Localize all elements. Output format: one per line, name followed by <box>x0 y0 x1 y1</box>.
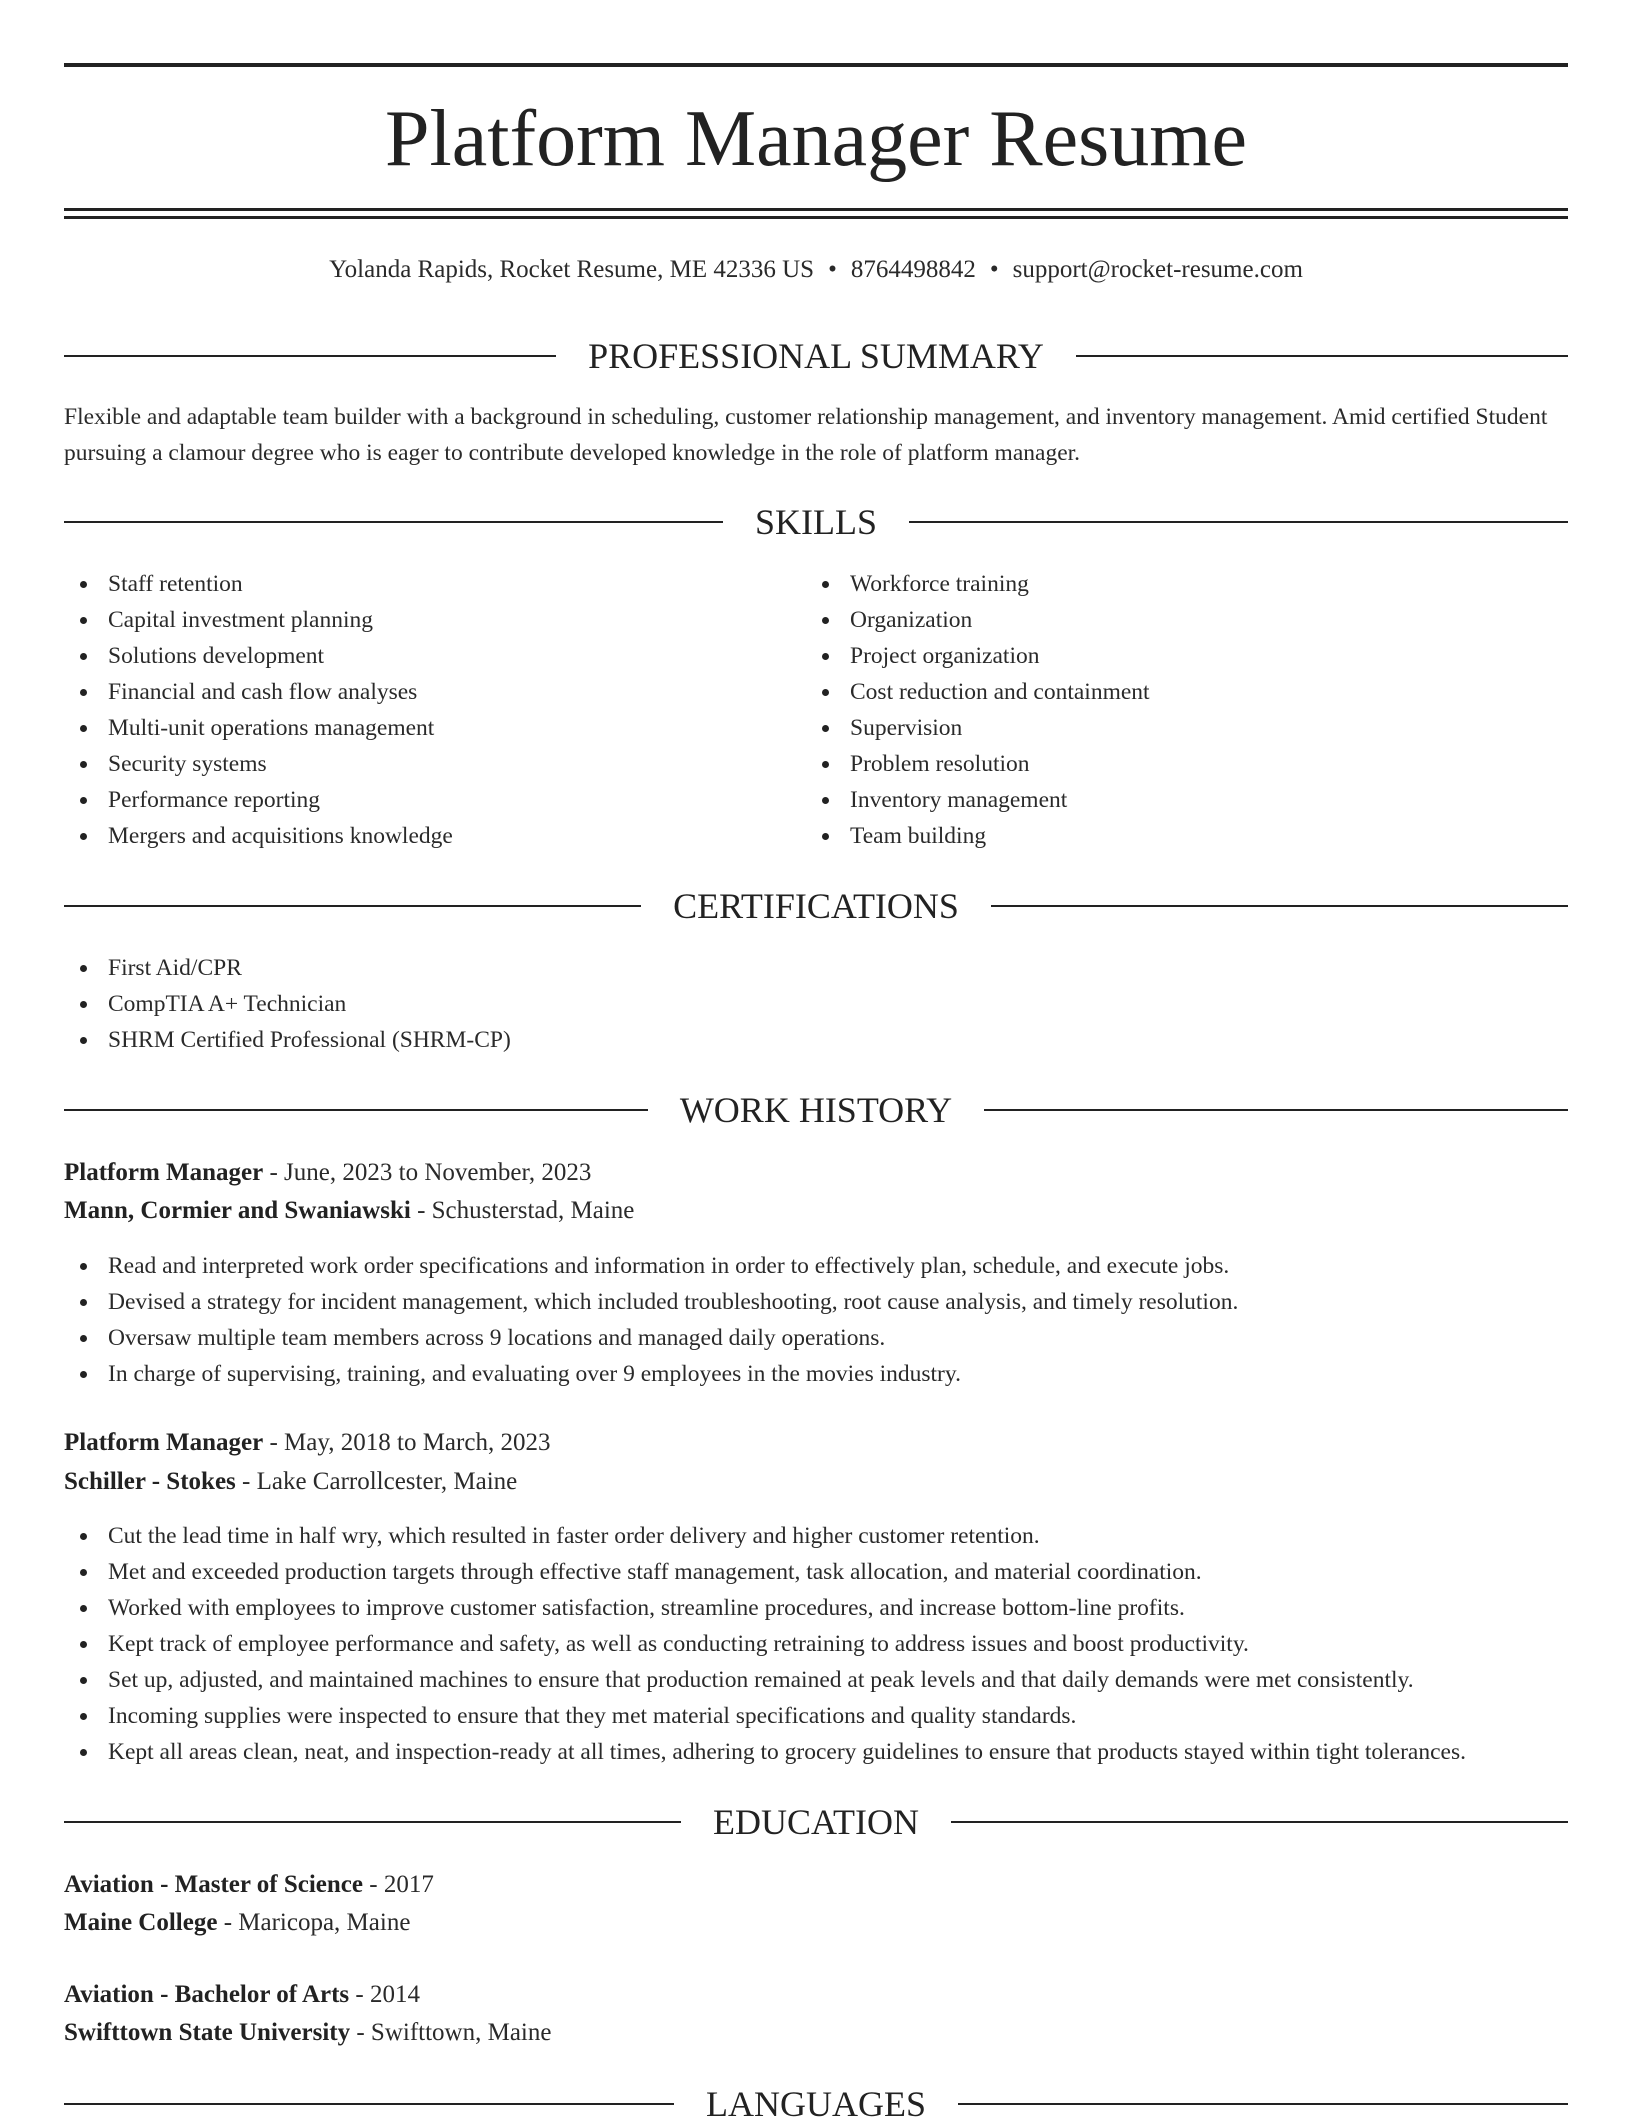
contact-line <box>64 252 1568 288</box>
list-item: Worked with employees to improve customer satisfaction, streamline procedures, and increase bottom-line profits. <box>64 1590 1568 1626</box>
section-rule <box>64 1821 681 1823</box>
list-item: Team building <box>806 818 1526 854</box>
school-line <box>64 1904 410 1942</box>
list-item: SHRM Certified Professional (SHRM-CP) <box>64 1022 1568 1058</box>
top-rule <box>64 63 1568 67</box>
contact-address: Yolanda Rapids, Rocket Resume, ME 42336 US <box>329 256 815 283</box>
degree-name: Aviation - Bachelor of Arts <box>64 1981 350 2008</box>
list-item: Read and interpreted work order specifications and information in order to effectively plan, schedule, and execute jobs. <box>64 1248 1568 1284</box>
section-header-skills <box>64 500 1568 544</box>
section-header-summary <box>64 334 1568 378</box>
job-company-line <box>64 1463 517 1501</box>
section-title: EDUCATION <box>713 1802 919 1842</box>
list-item: Inventory management <box>806 782 1526 818</box>
list-item: Multi-unit operations management <box>64 710 784 746</box>
list-item: First Aid/CPR <box>64 950 1568 986</box>
list-item: Kept track of employee performance and safety, as well as conducting retraining to address issues and boost productivity. <box>64 1626 1568 1662</box>
contact-phone: 8764498842 <box>850 256 976 283</box>
job-location: - Schusterstad, Maine <box>410 1197 635 1224</box>
job-dates: - June, 2023 to November, 2023 <box>263 1159 592 1186</box>
job-title-line <box>64 1424 550 1462</box>
list-item: Security systems <box>64 746 784 782</box>
contact-separator: • <box>828 256 837 283</box>
certifications-list <box>64 950 1568 1058</box>
page-title: Platform Manager Resume <box>385 95 1247 183</box>
school-line <box>64 2014 551 2052</box>
job-company: Schiller - Stokes <box>64 1468 236 1495</box>
school-location: - Maricopa, Maine <box>217 1909 411 1936</box>
section-header-education <box>64 1800 1568 1844</box>
section-header-work <box>64 1088 1568 1132</box>
job-bullets <box>64 1248 1568 1392</box>
list-item: Mergers and acquisitions knowledge <box>64 818 784 854</box>
section-title: WORK HISTORY <box>679 1090 953 1130</box>
contact-separator: • <box>989 256 999 283</box>
list-item: Organization <box>806 602 1526 638</box>
list-item: Performance reporting <box>64 782 784 818</box>
degree-year: - 2014 <box>349 1981 420 2008</box>
section-rule <box>64 905 641 907</box>
list-item: Staff retention <box>64 566 784 602</box>
list-item: Cut the lead time in half wry, which resulted in faster order delivery and higher customer retention. <box>64 1518 1568 1554</box>
job-company: Mann, Cormier and Swaniawski <box>64 1197 411 1224</box>
list-item: Capital investment planning <box>64 602 784 638</box>
section-rule <box>64 355 556 357</box>
section-title: CERTIFICATIONS <box>673 886 959 926</box>
job-title: Platform Manager <box>64 1159 264 1186</box>
school-name: Swifttown State University <box>64 2019 351 2046</box>
section-title: PROFESSIONAL SUMMARY <box>588 336 1044 376</box>
section-title: SKILLS <box>755 502 878 542</box>
section-rule <box>64 521 723 523</box>
list-item: Solutions development <box>64 638 784 674</box>
list-item: CompTIA A+ Technician <box>64 986 1568 1022</box>
list-item: Devised a strategy for incident management, which included troubleshooting, root cause analysis, and timely resolution. <box>64 1284 1568 1320</box>
degree-name: Aviation - Master of Science <box>64 1871 363 1898</box>
section-header-languages <box>64 2082 1568 2126</box>
job-bullets <box>64 1518 1568 1770</box>
degree-line <box>64 1866 434 1904</box>
section-header-certifications <box>64 884 1568 928</box>
job-title-line <box>64 1154 591 1192</box>
school-name: Maine College <box>64 1909 218 1936</box>
summary-text: Flexible and adaptable team builder with a background in scheduling, customer relationship management, and inventory management. Amid certified Student pursuing a clamour degree who is eager to contribute developed knowledge in the role of platform manager. <box>64 404 1548 466</box>
section-title: LANGUAGES <box>706 2084 926 2124</box>
degree-year: - 2017 <box>363 1871 434 1898</box>
skills-list-left <box>64 566 784 854</box>
list-item: Supervision <box>806 710 1526 746</box>
list-item: Problem resolution <box>806 746 1526 782</box>
job-location: - Lake Carrollcester, Maine <box>235 1468 518 1495</box>
list-item: Set up, adjusted, and maintained machines to ensure that production remained at peak levels and that daily demands were met consistently. <box>64 1662 1568 1698</box>
list-item: Financial and cash flow analyses <box>64 674 784 710</box>
list-item: Oversaw multiple team members across 9 locations and managed daily operations. <box>64 1320 1568 1356</box>
skills-list-right <box>806 566 1526 854</box>
section-rule <box>984 1109 1568 1111</box>
section-rule <box>958 2103 1568 2105</box>
section-rule <box>991 905 1568 907</box>
degree-line <box>64 1976 420 2014</box>
list-item: Incoming supplies were inspected to ensure that they met material specifications and quality standards. <box>64 1698 1568 1734</box>
list-item: In charge of supervising, training, and evaluating over 9 employees in the movies industry. <box>64 1356 1568 1392</box>
job-title: Platform Manager <box>64 1429 264 1456</box>
job-dates: - May, 2018 to March, 2023 <box>263 1429 551 1456</box>
school-location: - Swifttown, Maine <box>350 2019 552 2046</box>
section-rule <box>64 2103 674 2105</box>
title-rule-upper <box>64 208 1568 211</box>
title-rule-lower <box>64 216 1568 219</box>
job-company-line <box>64 1192 634 1230</box>
list-item: Project organization <box>806 638 1526 674</box>
section-rule <box>1076 355 1568 357</box>
list-item: Kept all areas clean, neat, and inspection-ready at all times, adhering to grocery guidelines to ensure that products stayed within tight tolerances. <box>64 1734 1568 1770</box>
list-item: Workforce training <box>806 566 1526 602</box>
list-item: Cost reduction and containment <box>806 674 1526 710</box>
contact-email: support@rocket-resume.com <box>1012 256 1303 283</box>
section-rule <box>951 1821 1568 1823</box>
section-rule <box>64 1109 648 1111</box>
list-item: Met and exceeded production targets through effective staff management, task allocation, and material coordination. <box>64 1554 1568 1590</box>
section-rule <box>909 521 1568 523</box>
